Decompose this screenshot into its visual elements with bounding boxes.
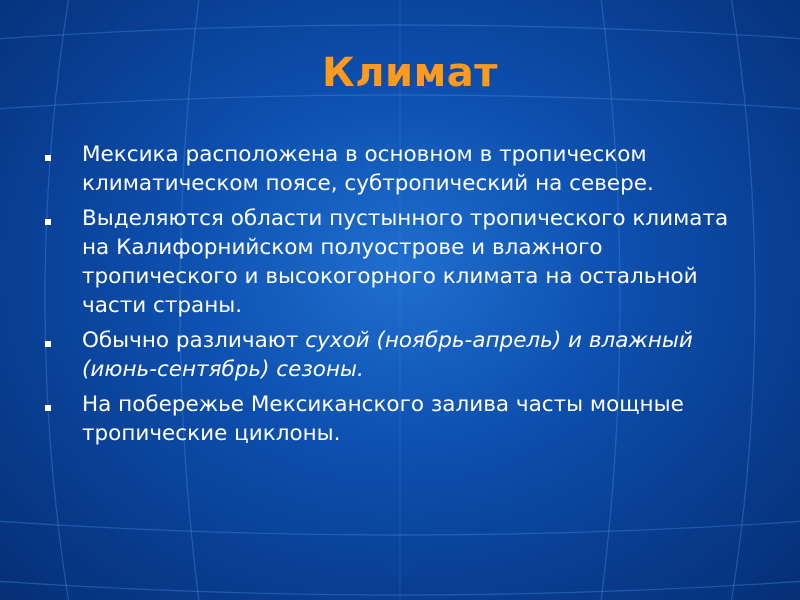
square-bullet-icon: [45, 155, 51, 161]
bullet-text-italic: сухой (ноябрь-апрель) и влажный (июнь-сентябрь) сезоны.: [82, 328, 693, 382]
square-bullet-icon: [45, 341, 51, 347]
bullet-list: [38, 140, 758, 454]
bullet-text: На побережье Мексиканского залива часты мощные тропические циклоны.: [82, 392, 684, 446]
bullet-text: Мексика расположена в основном в тропическом климатическом поясе, субтропический на севере.: [82, 142, 654, 196]
bullet-text: Обычно различают: [82, 328, 306, 353]
list-item: [38, 326, 758, 384]
square-bullet-icon: [45, 219, 51, 225]
slide-title: Климат: [322, 50, 498, 96]
list-item: [38, 204, 758, 320]
list-item: [38, 390, 758, 448]
bullet-text: Выделяются области пустынного тропического климата на Калифорнийском полуострове и влажного тропического и высокогорного климата на остальной части страны.: [82, 206, 729, 318]
square-bullet-icon: [45, 405, 51, 411]
list-item: [38, 140, 758, 198]
